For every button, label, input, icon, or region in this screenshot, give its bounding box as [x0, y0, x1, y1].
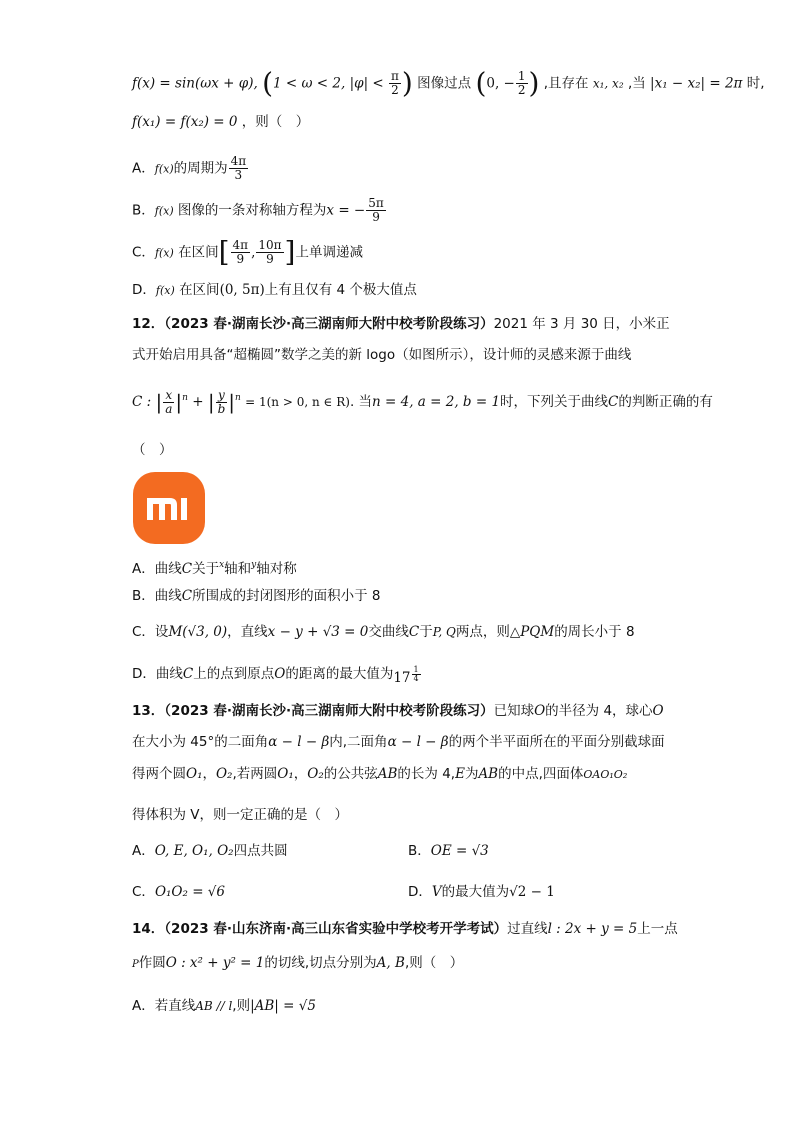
q12-stem-line3: C : | $\frac{x}{a}$ $|^n$ + | $\frac{y}{b}$ $|^n = 1(n > 0$, n ∈ R). 当n = 4, a = 2, b = 1时，下列关于曲线C的判断正确的有 [132, 387, 713, 416]
q11-text: ,且存在 [543, 75, 589, 92]
q11-option-d[interactable]: D．f(x) 在区间(0, 5π)上有且仅有 4 个极大值点 [132, 282, 417, 298]
q12-stem-line1: 12．（2023 春·湖南长沙·高三湖南师大附中校考阶段练习）2021 年 3 月 30 日，小米正 [132, 316, 670, 332]
q12-option-c[interactable]: C．设M(√3, 0)，直线x − y + √3 = 0交曲线C于P, Q两点，则△PQM的周长小于 8 [132, 624, 635, 640]
q11-option-c[interactable]: C．f(x) 在区间[ $\frac{4\pi}{9}$ , $\frac{10\pi}{9}$ ]上单调递减 [132, 235, 363, 269]
q11-text: ,当 [627, 75, 646, 92]
q12-source: （2023 春·湖南长沙·高三湖南师大附中校考阶段练习） [164, 316, 494, 332]
q12-option-b[interactable]: B．曲线C所围成的封闭图形的面积小于 8 [132, 588, 381, 604]
q11-absdiff: |x₁ − x₂| = 2π [650, 75, 743, 92]
q14-option-a[interactable]: A．若直线AB // l,则|AB| = √5 [132, 998, 316, 1014]
q12-stem-line2: 式开始启用具备“超椭圆”数学之美的新 logo（如图所示），设计师的灵感来源于曲线 [132, 347, 632, 363]
q11-option-a[interactable]: A．f(x)的周期为 $\frac{4\pi}{3}$ [132, 154, 247, 182]
q13-option-a[interactable]: A．O, E, O₁, O₂四点共圆 [132, 843, 288, 859]
xiaomi-logo [133, 472, 205, 544]
q11-stem-line1: f(x) = sin(ωx + φ), (1 < ω < 2, |φ| < $\frac{\pi}{2}$ ) 图像过点 (0, − $\frac{1}{2}$ ) ,且存在 x₁, x₂ ,当 |x₁ − x₂| = 2π 时, [132, 66, 765, 100]
q13-stem-line4: 得体积为 V，则一定正确的是（ ） [132, 807, 349, 823]
q11-point: 0, − [486, 75, 515, 92]
q11-pi-over-2: $\frac{\pi}{2}$ [391, 69, 399, 97]
q12-number: 12． [132, 316, 165, 332]
q12-paren: （ ） [132, 442, 173, 458]
q11-paren: ，则（ ） [241, 114, 310, 130]
q11-text: 图像过点 [417, 75, 472, 92]
q11-zero-eq: f(x₁) = f(x₂) = 0 [132, 114, 238, 130]
q14-stem-line2: P作圆O : x² + y² = 1的切线,切点分别为A, B,则（ ） [132, 955, 464, 971]
q13-option-d[interactable]: D．V的最大值为√2 − 1 [408, 884, 555, 900]
q11-option-b[interactable]: B．f(x) 图像的一条对称轴方程为x = − $\frac{5\pi}{9}$ [132, 196, 384, 224]
q14-stem-line1: 14．（2023 春·山东济南·高三山东省实验中学校考开学考试）过直线l : 2x + y = 5上一点 [132, 921, 678, 937]
q11-text: 时, [746, 75, 765, 92]
q13-stem-line1: 13．（2023 春·湖南长沙·高三湖南师大附中校考阶段练习）已知球O的半径为 4，球心O [132, 703, 664, 719]
q13-stem-line3: 得两个圆O₁，O₂,若两圆O₁，O₂的公共弦AB的长为 4,E为AB的中点,四面体OAO₁O₂ [132, 766, 628, 782]
mi-logo-icon [133, 472, 205, 544]
q12-option-d[interactable]: D．曲线C上的点到原点O的距离的最大值为17 $\frac{1}{4}$ [132, 665, 419, 686]
q11-function-def: f(x) = sin(ωx + φ), [132, 75, 258, 92]
q13-stem-line2: 在大小为 45°的二面角α − l − β内,二面角α − l − β的两个半平面所在的平面分别截球面 [132, 734, 665, 750]
q13-option-b[interactable]: B．OE = √3 [408, 843, 489, 859]
q13-option-c[interactable]: C．O₁O₂ = √6 [132, 884, 225, 900]
q11-x1x2: x₁, x₂ [592, 76, 624, 91]
q11-condition: 1 < ω < 2, |φ| < [273, 75, 384, 92]
q11-stem-line2 [132, 112, 309, 132]
q12-option-a[interactable]: A．曲线C关于$^x$轴和$^y$轴对称 [132, 560, 297, 577]
